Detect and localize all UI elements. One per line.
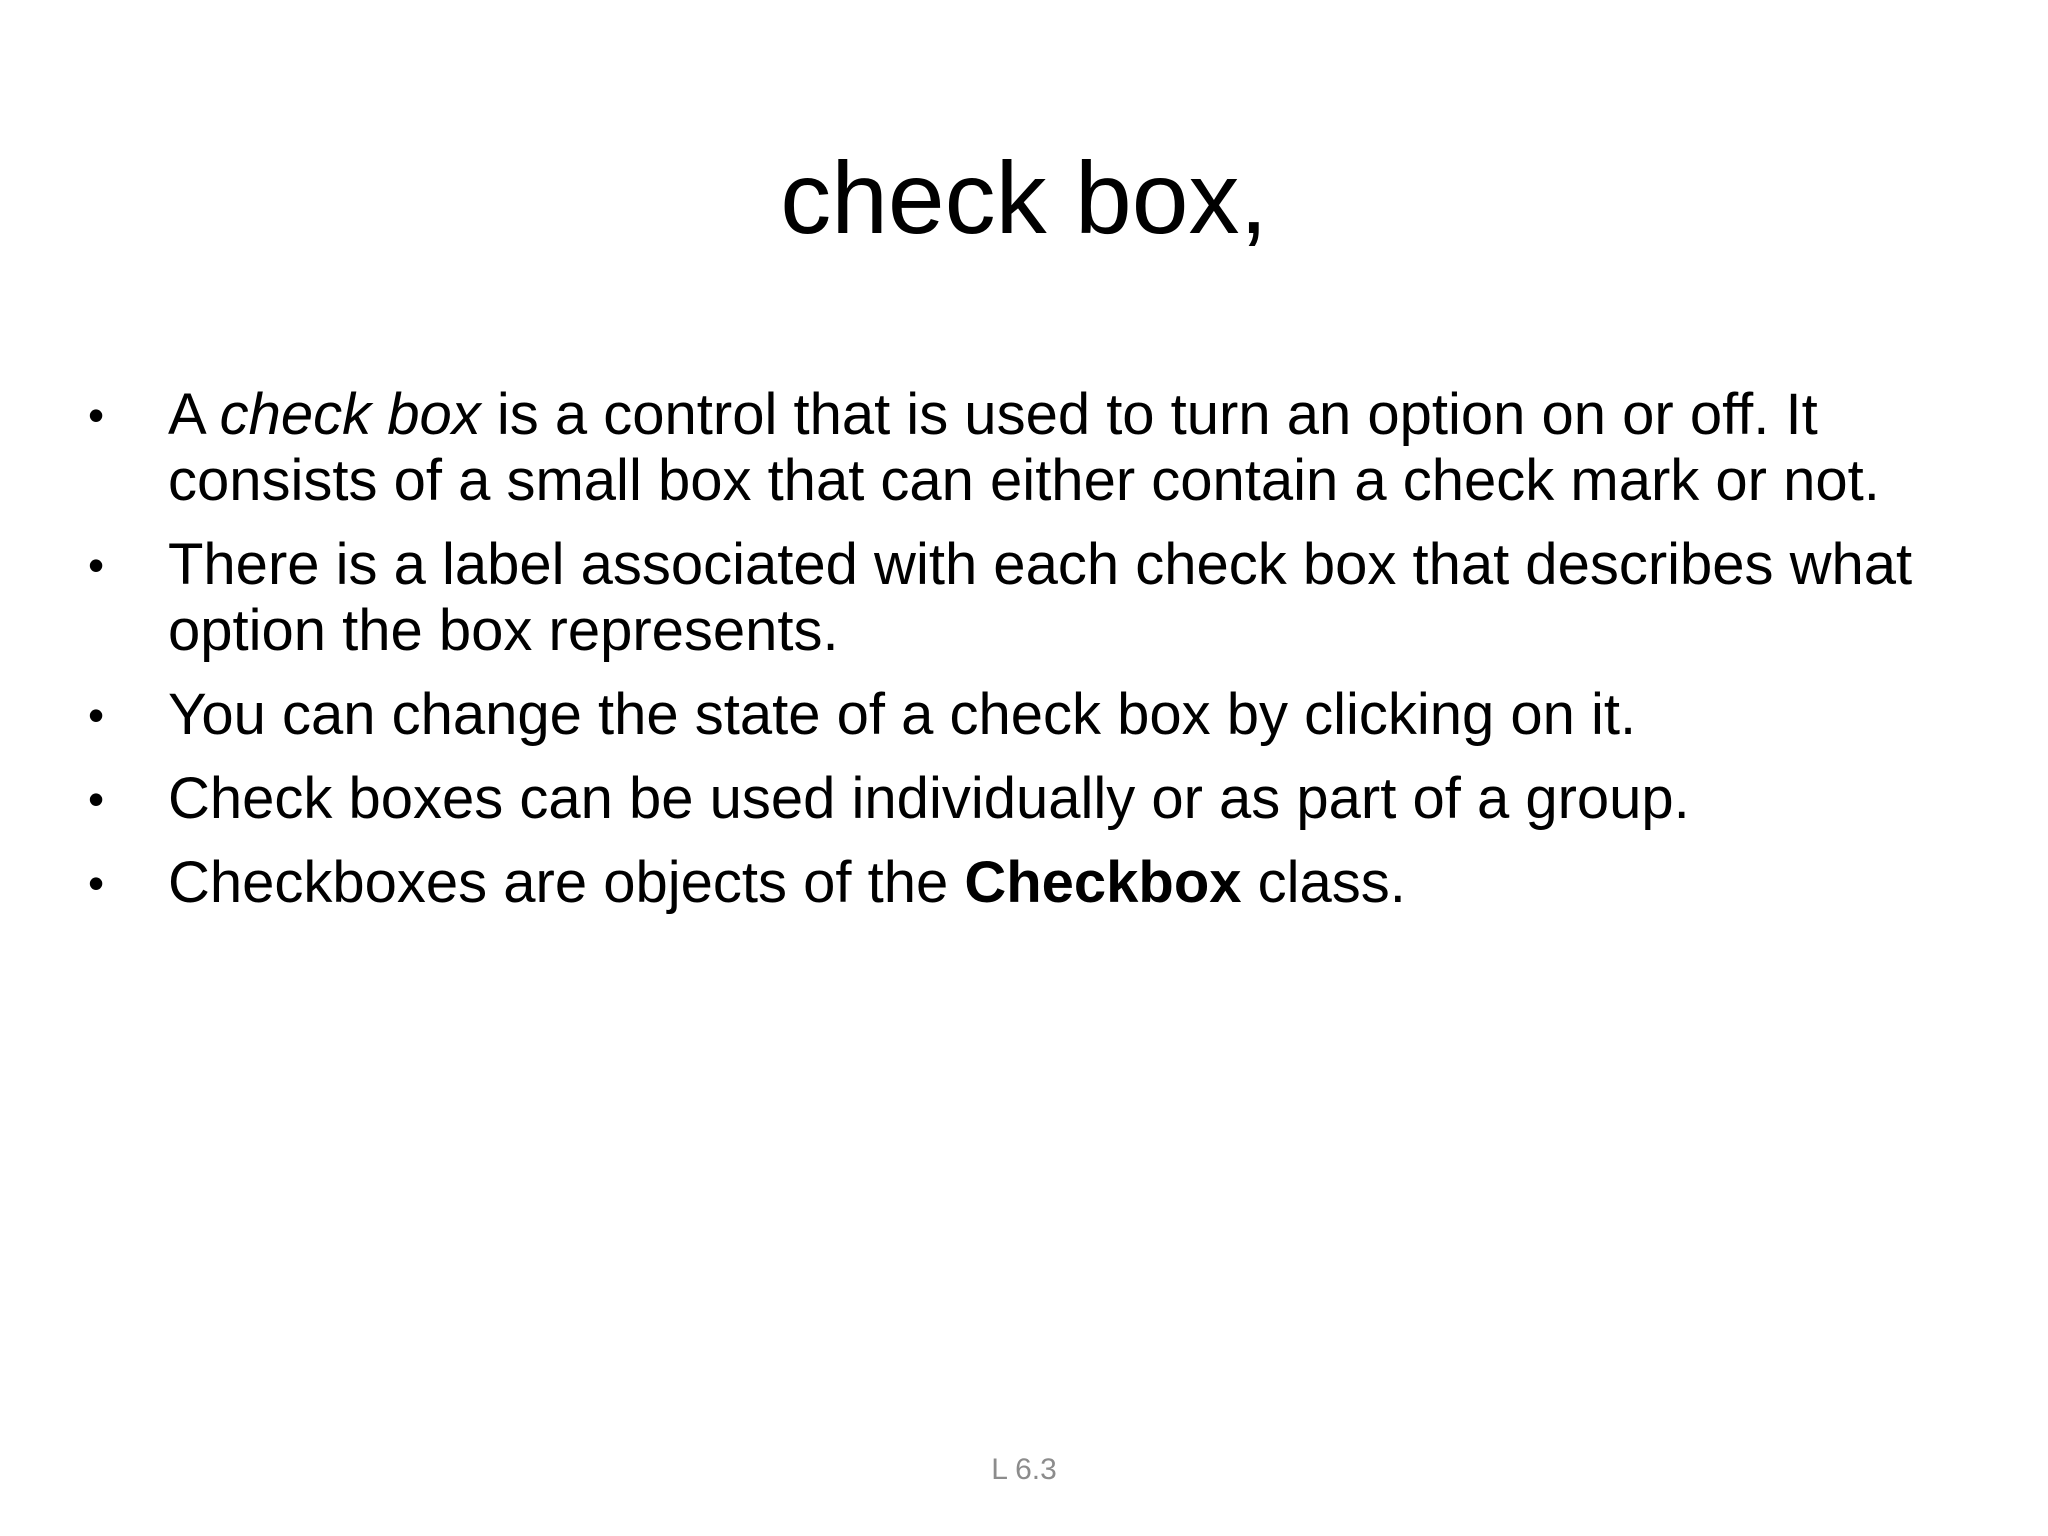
bullet-item-3	[88, 682, 1988, 748]
bullet-text-strong: Checkbox	[964, 850, 1242, 915]
bullet-text-prefix: Checkboxes are objects of the	[168, 850, 965, 915]
bullet-item-1	[88, 382, 1988, 514]
slide-title: check box,	[780, 141, 1268, 255]
bullet-icon: •	[88, 539, 105, 591]
bullet-list	[88, 382, 1988, 934]
bullet-icon: •	[88, 857, 105, 909]
bullet-item-5	[88, 850, 1988, 916]
bullet-text-1	[168, 382, 1988, 514]
bullet-icon: •	[88, 389, 105, 441]
bullet-text-2: There is a label associated with each check box that describes what option the box represents.	[168, 532, 1913, 663]
bullet-text-3: You can change the state of a check box by clicking on it.	[168, 682, 1637, 747]
bullet-text-prefix: A	[168, 382, 220, 447]
bullet-text-5	[168, 850, 1988, 916]
bullet-text-emphasis: check box	[219, 382, 481, 447]
bullet-icon: •	[88, 689, 105, 741]
bullet-text-suffix: is a control that is used to turn an option on or off. It consists of a small box that can either contain a check mark or not.	[168, 382, 1880, 513]
bullet-text-4: Check boxes can be used individually or as part of a group.	[168, 766, 1690, 831]
bullet-item-2	[88, 532, 1988, 664]
bullet-text-suffix: class.	[1241, 850, 1406, 915]
bullet-item-4	[88, 766, 1988, 832]
bullet-icon: •	[88, 773, 105, 825]
slide-number: L 6.3	[991, 1453, 1057, 1486]
